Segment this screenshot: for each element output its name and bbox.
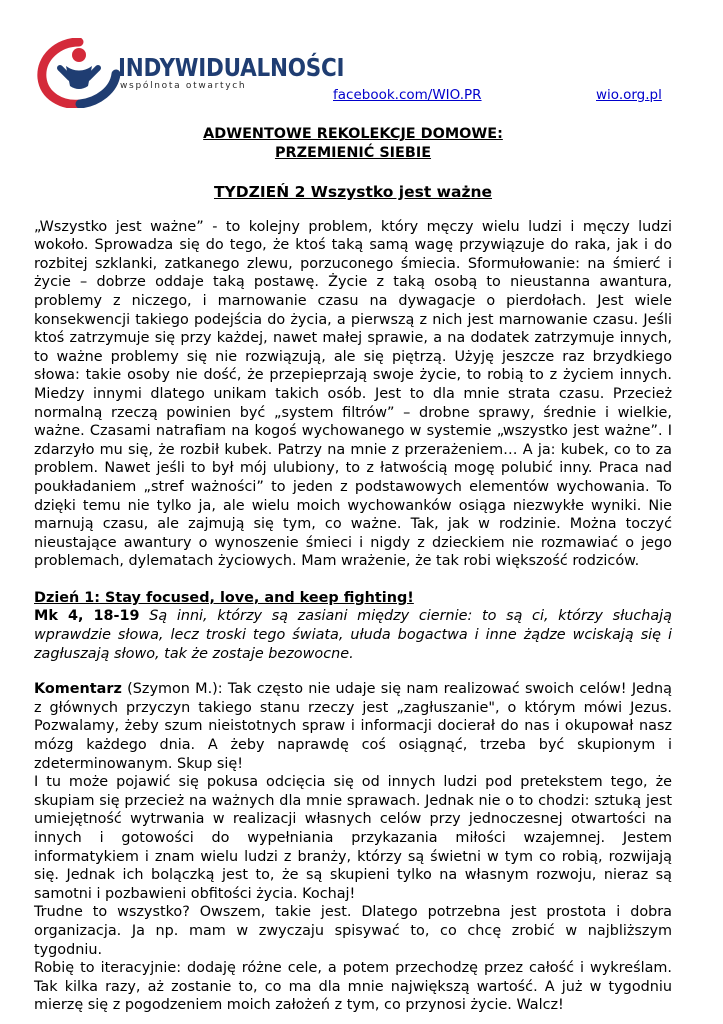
verse-reference: Mk 4, 18-19	[34, 608, 140, 625]
scripture-verse	[34, 607, 672, 663]
facebook-link[interactable]: facebook.com/WIO.PR	[333, 87, 482, 103]
commentary-paragraph-1	[34, 680, 672, 773]
commentary-label: Komentarz	[34, 681, 122, 698]
content	[34, 125, 672, 1015]
verse-text: Są inni, którzy są zasiani między ciernie: to są ci, którzy słuchają wprawdzie słowa, lecz troski tego świata, ułuda bogactwa i inne żądze wciskają się i zagłuszają słowo, tak że zostaje bezowocne.	[34, 608, 672, 662]
commentary-paragraph-4: Robię to iteracyjnie: dodaję różne cele, a potem przechodzę przez całość i wykreślam. Tak kilka razy, aż zostanie to, co ma dla mnie największą wartość. A już w tygodniu mierzę się z pogodzeniem moich założeń z tym, co przynosi życie. Walcz!	[34, 960, 672, 1014]
brand	[118, 55, 381, 91]
logo-icon	[36, 38, 122, 108]
commentary-paragraph-2: I tu może pojawić się pokusa odcięcia się od innych ludzi pod pretekstem tego, że skupiam się przecież na ważnych dla mnie sprawach. Jednak nie o to chodzi: sztuką jest umiejętność wytrwania w realizacji własnych celów przy jednoczesnej otwartości na innych i gotowości do wypełniania przykazania miłości wzajemnej. Jestem informatykiem i znam wielu ludzi z branży, którzy są świetni w tym co robią, rozwijają się. Jednak ich bolączką jest to, że są skupieni tylko na własnym rozwoju, nieraz są samotni i pozbawieni obfitości życia. Kochaj!	[34, 774, 672, 902]
document-title-line2: PRZEMIENIĆ SIEBIE	[274, 145, 432, 161]
intro-paragraph: „Wszystko jest ważne” - to kolejny problem, który męczy wielu ludzi i męczy ludzi wokoło. Sprowadza się do tego, że ktoś taką samą wagę przywiązuje do raka, jak i do rozbitej szklanki, zatkanego zlewu, porzuconego śmiecia. Sformułowanie: na śmierć i życie – dobrze oddaje taką postawę. Życie z taką osobą to nieustanna awantura, problemy z niczego, i marnowanie czasu na dywagacje o pierdołach. Jest wiele konsekwencji takiego podejścia do życia, a pierwszą z nich jest marnowanie czasu. Jeśli ktoś zatrzymuje się przy każdej, nawet małej sprawie, a na dodatek zatrzymuje innych, to ważne problemy się nie rozwiązują, ale się piętrzą. Użyję jeszcze raz brzydkiego słowa: takie osoby nie dość, że przepieprzają swoje życie, to robią to z życiem innych. Miedzy innymi dlatego unikam takich osób. Jest to dla mnie strata czasu. Przecież normalną rzeczą powinien być „system filtrów” – drobne sprawy, średnie i wielkie, ważne. Czasami natrafiam na kogoś wychowanego w systemie „wszystko jest ważne”. I zdarzyło mu się, że rozbił kubek. Patrzy na mnie z przerażeniem… A ja: kubek, co to za problem. Nawet jeśli to był mój ulubiony, to z łatwością mogę polubić inny. Praca nad poukładaniem „stref ważności” to jeden z podstawowych elementów wychowania. To dzięki temu nie tylko ja, ale wielu moich wychowanków osiąga niezwykłe wyniki. Nie marnują czasu, ale zajmują się tym, co ważne. Tak, jak w rodzinie. Można toczyć nieustające awantury o wynoszenie śmieci i nigdy z dzieckiem nie rozmawiać o jego problemach, dylematach życiowych. Mam wrażenie, że tak robi większość rodziców.	[34, 218, 672, 570]
header	[0, 0, 723, 110]
website-link[interactable]: wio.org.pl	[596, 87, 662, 103]
document-title-line1: ADWENTOWE REKOLEKCJE DOMOWE:	[203, 126, 503, 142]
brand-tagline: wspólnota otwartych	[120, 81, 247, 91]
brand-name: INDYWIDUALNOŚCI	[118, 53, 345, 82]
commentary-text-1: (Szymon M.): Tak często nie udaje się nam realizować swoich celów! Jedną z głównych przyczyn takiego stanu rzeczy jest „zagłuszanie", o którym mówi Jezus. Pozwalamy, żeby szum nieistotnych spraw i informacji docierał do nas i okupował nasz mózg każdego dnia. A żeby naprawdę coś osiągnąć, trzeba być skupionym i zdeterminowanym. Skup się!	[34, 681, 672, 772]
commentary-paragraph-3: Trudne to wszystko? Owszem, takie jest. Dlatego potrzebna jest prostota i dobra organizacja. Ja np. mam w zwyczaju spisywać to, co chcę zrobić w najbliższym tygodniu.	[34, 904, 672, 958]
day1-heading: Dzień 1: Stay focused, love, and keep fighting!	[34, 589, 414, 606]
week-heading: TYDZIEŃ 2 Wszystko jest ważne	[213, 183, 493, 201]
